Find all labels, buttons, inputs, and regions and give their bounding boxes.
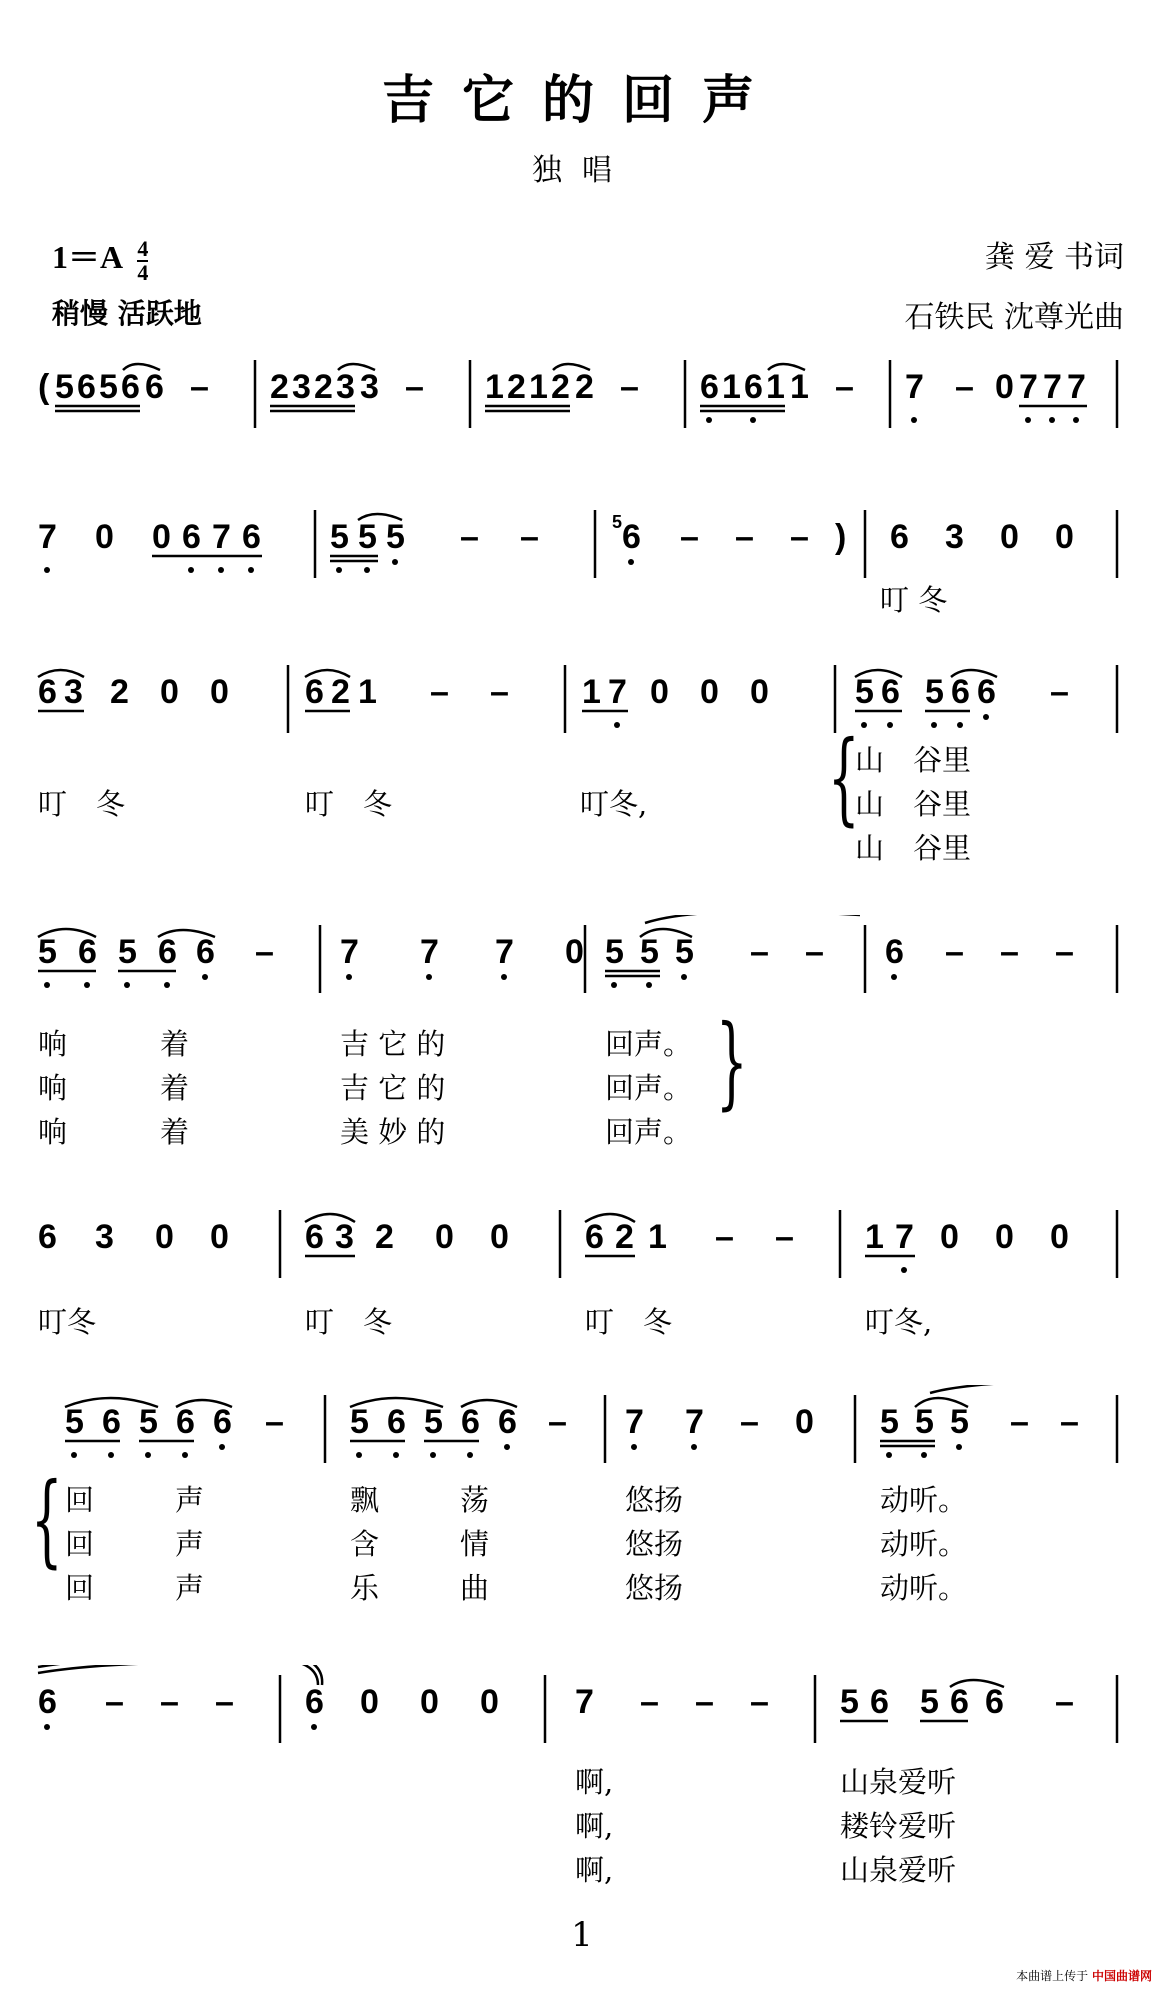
- svg-text:2: 2: [110, 673, 129, 711]
- lyric-r3-v2: 山 谷里: [855, 787, 972, 821]
- notes-row-6: [65, 1403, 1079, 1441]
- note-r1-1: 5: [55, 368, 74, 406]
- lyric-r6-v3-5: 悠扬: [625, 1571, 684, 1605]
- svg-text:0: 0: [152, 518, 171, 556]
- lyric-r6-v1-4: 荡: [460, 1483, 490, 1517]
- svg-text:5: 5: [840, 1683, 859, 1721]
- lyric-r4-v3-1: 响: [38, 1115, 68, 1149]
- lyric-r6-v1-3: 飘: [350, 1483, 380, 1517]
- svg-text:5: 5: [640, 933, 659, 971]
- notes-row-4: [38, 933, 1074, 971]
- lyric-r4-v3-2: 着: [160, 1115, 190, 1149]
- svg-text:6: 6: [38, 1218, 57, 1256]
- svg-text:2: 2: [314, 368, 333, 406]
- svg-text:2: 2: [331, 673, 350, 711]
- notes-row-2: [38, 512, 1074, 556]
- svg-text:5: 5: [330, 518, 349, 556]
- page-number: 1: [571, 1915, 593, 1955]
- svg-text:–: –: [790, 518, 809, 556]
- lyric-r3-v1: 山 谷里: [855, 743, 972, 777]
- lyric-r6-v2-5: 悠扬: [625, 1527, 684, 1561]
- svg-text:1: 1: [529, 368, 548, 406]
- footer-text: 本曲谱上传于: [1016, 1969, 1089, 1983]
- time-bottom: 4: [137, 259, 149, 285]
- svg-text:6: 6: [461, 1403, 480, 1441]
- svg-text:5: 5: [855, 673, 874, 711]
- svg-text:–: –: [715, 1218, 734, 1256]
- svg-text:7: 7: [420, 933, 439, 971]
- svg-text:0: 0: [95, 518, 114, 556]
- svg-text:–: –: [835, 368, 854, 406]
- svg-text:6: 6: [158, 933, 177, 971]
- svg-text:0: 0: [420, 1683, 439, 1721]
- svg-text:0: 0: [1055, 518, 1074, 556]
- site-logo: 中国曲谱网: [1091, 1969, 1152, 1983]
- note-r1-5: 6: [145, 368, 164, 406]
- svg-text:7: 7: [895, 1218, 914, 1256]
- lyric-r3-3: 叮冬,: [580, 787, 648, 821]
- lyric-r6-v1-1: 回: [65, 1483, 95, 1517]
- svg-text:7: 7: [340, 933, 359, 971]
- svg-text:0: 0: [565, 933, 584, 971]
- lyric-r5-4: 叮冬,: [865, 1305, 933, 1339]
- svg-text:7: 7: [1019, 368, 1038, 406]
- svg-text:7: 7: [1043, 368, 1062, 406]
- svg-text:–: –: [405, 368, 424, 406]
- svg-text:1: 1: [790, 368, 809, 406]
- svg-text:0: 0: [435, 1218, 454, 1256]
- svg-text:–: –: [945, 933, 964, 971]
- svg-text:6: 6: [213, 1403, 232, 1441]
- svg-text:7: 7: [905, 368, 924, 406]
- notes-row-1: [38, 368, 1086, 406]
- svg-text:–: –: [740, 1403, 759, 1441]
- lyric-r5-2: 叮 冬: [305, 1305, 393, 1339]
- svg-text:6: 6: [78, 933, 97, 971]
- svg-text:6: 6: [305, 1683, 324, 1721]
- svg-text:7: 7: [575, 1683, 594, 1721]
- svg-text:0: 0: [360, 1683, 379, 1721]
- svg-text:–: –: [548, 1403, 567, 1441]
- svg-text:–: –: [640, 1683, 659, 1721]
- song-title: 吉它的回声: [381, 70, 782, 131]
- lyric-r6-v2-1: 回: [65, 1527, 95, 1561]
- note-r1-2: 6: [77, 368, 96, 406]
- svg-text:5: 5: [605, 933, 624, 971]
- svg-text:2: 2: [615, 1218, 634, 1256]
- svg-text:6: 6: [951, 673, 970, 711]
- svg-text:1: 1: [648, 1218, 667, 1256]
- svg-text:7: 7: [608, 673, 627, 711]
- svg-text:0: 0: [995, 368, 1014, 406]
- svg-text:3: 3: [95, 1218, 114, 1256]
- lyric-r2-1: 叮 冬: [880, 583, 948, 617]
- svg-text:–: –: [805, 933, 824, 971]
- svg-text:0: 0: [155, 1218, 174, 1256]
- lyric-r6-v1-5: 悠扬: [625, 1483, 684, 1517]
- verse-brace-1: {: [827, 719, 860, 836]
- svg-text:–: –: [215, 1683, 234, 1721]
- lyric-r4-v2-2: 着: [160, 1071, 190, 1105]
- svg-text:–: –: [520, 518, 539, 556]
- key-signature: [52, 232, 148, 284]
- lyric-r4-v3-4: 回声。: [605, 1115, 693, 1149]
- svg-text:6: 6: [38, 673, 57, 711]
- svg-text:1: 1: [485, 368, 504, 406]
- svg-text:–: –: [750, 1683, 769, 1721]
- svg-text:–: –: [955, 368, 974, 406]
- tempo-marking: 稍慢 活跃地: [52, 297, 202, 330]
- footer-credit: [1016, 1967, 1152, 1984]
- svg-text:7: 7: [1067, 368, 1086, 406]
- svg-text:6: 6: [700, 368, 719, 406]
- svg-text:6: 6: [985, 1683, 1004, 1721]
- svg-text:–: –: [1055, 933, 1074, 971]
- lyric-r6-v3-4: 曲: [460, 1571, 490, 1605]
- svg-text:0: 0: [940, 1218, 959, 1256]
- svg-text:6: 6: [176, 1403, 195, 1441]
- intro-bracket: (: [38, 368, 50, 406]
- svg-text:–: –: [1000, 933, 1019, 971]
- svg-text:0: 0: [700, 673, 719, 711]
- svg-text:0: 0: [1050, 1218, 1069, 1256]
- svg-text:–: –: [265, 1403, 284, 1441]
- svg-text:1: 1: [358, 673, 377, 711]
- score-row-1: [0, 350, 1164, 440]
- svg-text:3: 3: [335, 1218, 354, 1256]
- svg-text:6: 6: [885, 933, 904, 971]
- svg-text:5: 5: [350, 1403, 369, 1441]
- lyric-r4-v1-3: 吉 它 的: [340, 1027, 446, 1061]
- svg-text:6: 6: [950, 1683, 969, 1721]
- svg-text:6: 6: [890, 518, 909, 556]
- svg-text:0: 0: [1000, 518, 1019, 556]
- svg-text:6: 6: [196, 933, 215, 971]
- svg-text:–: –: [430, 673, 449, 711]
- svg-text:6: 6: [305, 1218, 324, 1256]
- svg-text:2: 2: [270, 368, 289, 406]
- song-subtitle: 独唱: [532, 153, 632, 188]
- svg-text:–: –: [680, 518, 699, 556]
- lyric-r6-v2-4: 情: [460, 1527, 490, 1561]
- svg-text:–: –: [750, 933, 769, 971]
- svg-text:6: 6: [102, 1403, 121, 1441]
- svg-text:2: 2: [507, 368, 526, 406]
- svg-text:6: 6: [585, 1218, 604, 1256]
- svg-text:0: 0: [750, 673, 769, 711]
- svg-text:5: 5: [139, 1403, 158, 1441]
- lyric-r7-v3-2: 山泉爱听: [840, 1853, 957, 1887]
- lyric-r3-2: 叮 冬: [305, 787, 393, 821]
- svg-text:0: 0: [995, 1218, 1014, 1256]
- score-row-5: [0, 1200, 1164, 1290]
- score-row-2: [0, 500, 1164, 590]
- svg-text:2: 2: [375, 1218, 394, 1256]
- lyric-r6-v1-2: 声: [175, 1483, 205, 1517]
- svg-text:6: 6: [182, 518, 201, 556]
- svg-text:6: 6: [744, 368, 763, 406]
- svg-text:0: 0: [650, 673, 669, 711]
- svg-text:1: 1: [722, 368, 741, 406]
- grace-note: 5: [612, 512, 623, 532]
- lyric-r6-v3-6: 动听。: [880, 1571, 968, 1605]
- lyricist-credit: 龚 爱 书词: [984, 240, 1124, 275]
- svg-text:–: –: [160, 1683, 179, 1721]
- score-row-6: [0, 1385, 1164, 1475]
- lyric-r3-1: 叮 冬: [38, 787, 126, 821]
- svg-text:5: 5: [675, 933, 694, 971]
- lyric-r4-v2-3: 吉 它 的: [340, 1071, 446, 1105]
- svg-text:–: –: [255, 933, 274, 971]
- svg-text:1: 1: [865, 1218, 884, 1256]
- svg-text:5: 5: [386, 518, 405, 556]
- svg-text:–: –: [775, 1218, 794, 1256]
- svg-text:5: 5: [358, 518, 377, 556]
- svg-text:–: –: [620, 368, 639, 406]
- lyric-r4-v3-3: 美 妙 的: [340, 1115, 446, 1149]
- svg-text:2: 2: [551, 368, 570, 406]
- svg-text:5: 5: [880, 1403, 899, 1441]
- svg-text:5: 5: [915, 1403, 934, 1441]
- svg-text:6: 6: [870, 1683, 889, 1721]
- time-top: 4: [137, 235, 149, 261]
- svg-text:0: 0: [795, 1403, 814, 1441]
- notes-row-5: [38, 1218, 1069, 1256]
- svg-text:3: 3: [292, 368, 311, 406]
- svg-text:6: 6: [305, 673, 324, 711]
- svg-text:7: 7: [495, 933, 514, 971]
- svg-text:5: 5: [950, 1403, 969, 1441]
- svg-text:0: 0: [210, 1218, 229, 1256]
- svg-text:0: 0: [480, 1683, 499, 1721]
- dash: –: [190, 368, 209, 406]
- svg-text:5: 5: [925, 673, 944, 711]
- verse-brace-3: {: [30, 1461, 63, 1578]
- svg-text:–: –: [105, 1683, 124, 1721]
- svg-text:3: 3: [945, 518, 964, 556]
- score-row-7: [0, 1665, 1164, 1755]
- svg-text:–: –: [460, 518, 479, 556]
- notes-row-3: [38, 673, 1069, 711]
- svg-text:7: 7: [685, 1403, 704, 1441]
- svg-text:6: 6: [242, 518, 261, 556]
- lyric-r5-3: 叮 冬: [585, 1305, 673, 1339]
- lyric-r4-v1-1: 响: [38, 1027, 68, 1061]
- lyric-r3-v3: 山 谷里: [855, 831, 972, 865]
- svg-text:0: 0: [210, 673, 229, 711]
- svg-text:–: –: [1060, 1403, 1079, 1441]
- svg-text:3: 3: [64, 673, 83, 711]
- notes-row-7: [38, 1683, 1074, 1721]
- lyric-r7-v2-1: 啊,: [575, 1809, 614, 1843]
- lyric-r7-v2-2: 耧铃爱听: [840, 1809, 957, 1843]
- svg-text:5: 5: [38, 933, 57, 971]
- score-row-3: [0, 655, 1164, 745]
- svg-text:6: 6: [498, 1403, 517, 1441]
- lyric-r4-v2-4: 回声。: [605, 1071, 693, 1105]
- score-row-4: [0, 915, 1164, 1005]
- key-label: 1＝A: [52, 239, 122, 275]
- composer-credit: 石铁民 沈尊光曲: [904, 300, 1124, 335]
- svg-text:3: 3: [360, 368, 379, 406]
- svg-text:–: –: [490, 673, 509, 711]
- lyric-r6-v1-6: 动听。: [880, 1483, 968, 1517]
- svg-text:5: 5: [920, 1683, 939, 1721]
- lyric-r7-v3-1: 啊,: [575, 1853, 614, 1887]
- lyric-r5-1: 叮冬: [38, 1305, 97, 1339]
- svg-text:5: 5: [424, 1403, 443, 1441]
- svg-text:1: 1: [766, 368, 785, 406]
- svg-text:7: 7: [625, 1403, 644, 1441]
- lyric-r7-v1-2: 山泉爱听: [840, 1765, 957, 1799]
- lyric-r4-v2-1: 响: [38, 1071, 68, 1105]
- lyric-r4-v1-2: 着: [160, 1027, 190, 1061]
- svg-text:5: 5: [65, 1403, 84, 1441]
- svg-text:6: 6: [977, 673, 996, 711]
- note-r1-3: 5: [99, 368, 118, 406]
- svg-text:7: 7: [38, 518, 57, 556]
- svg-text:0: 0: [490, 1218, 509, 1256]
- svg-text:3: 3: [336, 368, 355, 406]
- svg-text:–: –: [1055, 1683, 1074, 1721]
- time-signature: [137, 235, 149, 285]
- svg-text:1: 1: [582, 673, 601, 711]
- note-r1-4: 6: [121, 368, 140, 406]
- svg-text:6: 6: [38, 1683, 57, 1721]
- lyric-r4-v1-4: 回声。: [605, 1027, 693, 1061]
- lyric-r6-v3-1: 回: [65, 1571, 95, 1605]
- verse-brace-2: }: [715, 1003, 748, 1120]
- lyric-r6-v2-6: 动听。: [880, 1527, 968, 1561]
- svg-text:–: –: [1010, 1403, 1029, 1441]
- svg-text:6: 6: [387, 1403, 406, 1441]
- svg-text:7: 7: [212, 518, 231, 556]
- svg-text:6: 6: [881, 673, 900, 711]
- outro-bracket: ): [835, 518, 847, 556]
- svg-text:2: 2: [575, 368, 594, 406]
- svg-text:5: 5: [118, 933, 137, 971]
- lyric-r6-v3-3: 乐: [350, 1571, 380, 1605]
- svg-text:6: 6: [622, 518, 641, 556]
- lyric-r6-v3-2: 声: [175, 1571, 205, 1605]
- svg-text:–: –: [695, 1683, 714, 1721]
- lyric-r6-v2-2: 声: [175, 1527, 205, 1561]
- svg-text:0: 0: [160, 673, 179, 711]
- lyric-r6-v2-3: 含: [350, 1527, 380, 1561]
- svg-text:–: –: [1050, 673, 1069, 711]
- svg-text:–: –: [735, 518, 754, 556]
- lyric-r7-v1-1: 啊,: [575, 1765, 614, 1799]
